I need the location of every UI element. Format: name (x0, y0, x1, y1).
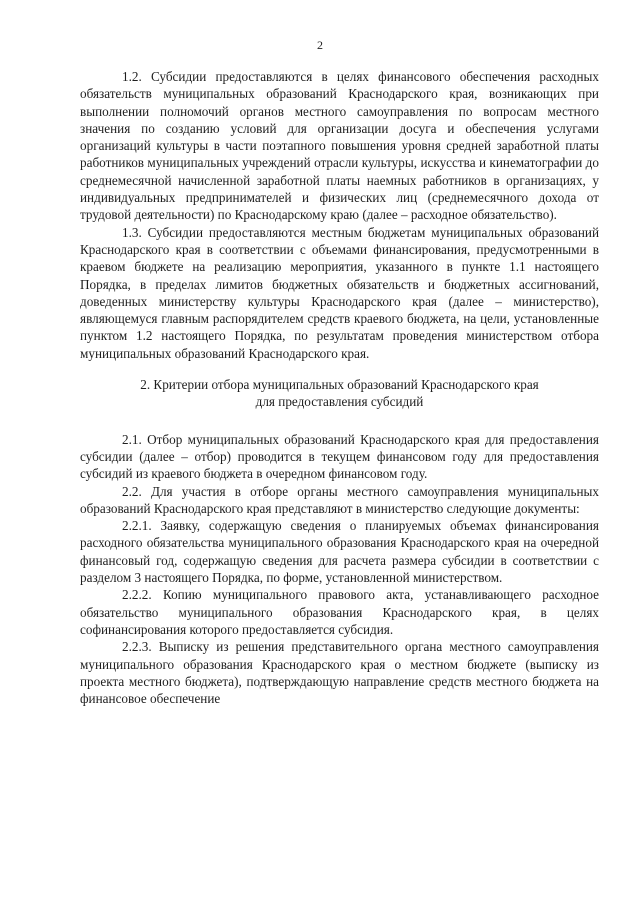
section-heading-line-1: 2. Критерии отбора муниципальных образований Краснодарского края (140, 377, 539, 393)
paragraph-1-2: 1.2. Субсидии предоставляются в целях финансового обеспечения расходных обязательств муниципальных образований Краснодарского края, возникающих при выполнении полномочий органов местного самоуправления по вопросам местного значения по созданию условий для организации досуга и обеспечения услугами организаций культуры в части поэтапного повышения уровня средней заработной платы работников муниципальных учреждений отрасли культуры, искусства и кинематографии до среднемесячной начисленной заработной платы наемных работников в организациях, у индивидуальных предпринимателей и физических лиц (среднемесячного дохода от трудовой деятельности) по Краснодарскому краю (далее – расходное обязательство). (80, 69, 599, 223)
section-heading (80, 376, 599, 411)
paragraph-2-2-2: 2.2.2. Копию муниципального правового акта, устанавливающего расходное обязательство муниципального образования Краснодарского края, в целях софинансирования которого предоставляется субсидия. (80, 587, 599, 637)
paragraph-2-2-3: 2.2.3. Выписку из решения представительного органа местного самоуправления муниципального образования Краснодарского края о местном бюджете (выписку из проекта местного бюджета), подтверждающую направление средств местного бюджета на финансовое обеспечение (80, 639, 599, 707)
paragraph-2-2: 2.2. Для участия в отборе органы местного самоуправления муниципальных образований Краснодарского края представляют в министерство следующие документы: (80, 483, 599, 516)
paragraph-1-3: 1.3. Субсидии предоставляются местным бюджетам муниципальных образований Краснодарского края в соответствии с объемами финансирования, предусмотренными в краевом бюджете на реализацию мероприятия, указанного в пункте 1.1 настоящего Порядка, в пределах лимитов бюджетных обязательств и бюджетных ассигнований, доведенных министерству культуры Краснодарского края (далее – министерство), являющемуся главным распорядителем средств краевого бюджета, на цели, установленные пунктом 1.2 настоящего Порядка, по результатам проведения министерством отбора муниципальных образований Краснодарского края. (80, 224, 599, 361)
page-number: 2 (317, 38, 323, 52)
paragraph-2-1: 2.1. Отбор муниципальных образований Краснодарского края для предоставления субсидии (далее – отбор) проводится в текущем финансовом году для предоставления субсидий из краевого бюджета в очередном финансовом году. (80, 431, 599, 482)
paragraph-2-2-1: 2.2.1. Заявку, содержащую сведения о планируемых объемах финансирования расходного обязательства муниципального образования Краснодарского края на очередной финансовый год, содержащую сведения для расчета размера субсидии в соответствии с разделом 3 настоящего Порядка, по форме, установленной министерством. (80, 518, 599, 586)
section-heading-line-2: для предоставления субсидий (255, 394, 424, 410)
document-body (80, 68, 599, 707)
